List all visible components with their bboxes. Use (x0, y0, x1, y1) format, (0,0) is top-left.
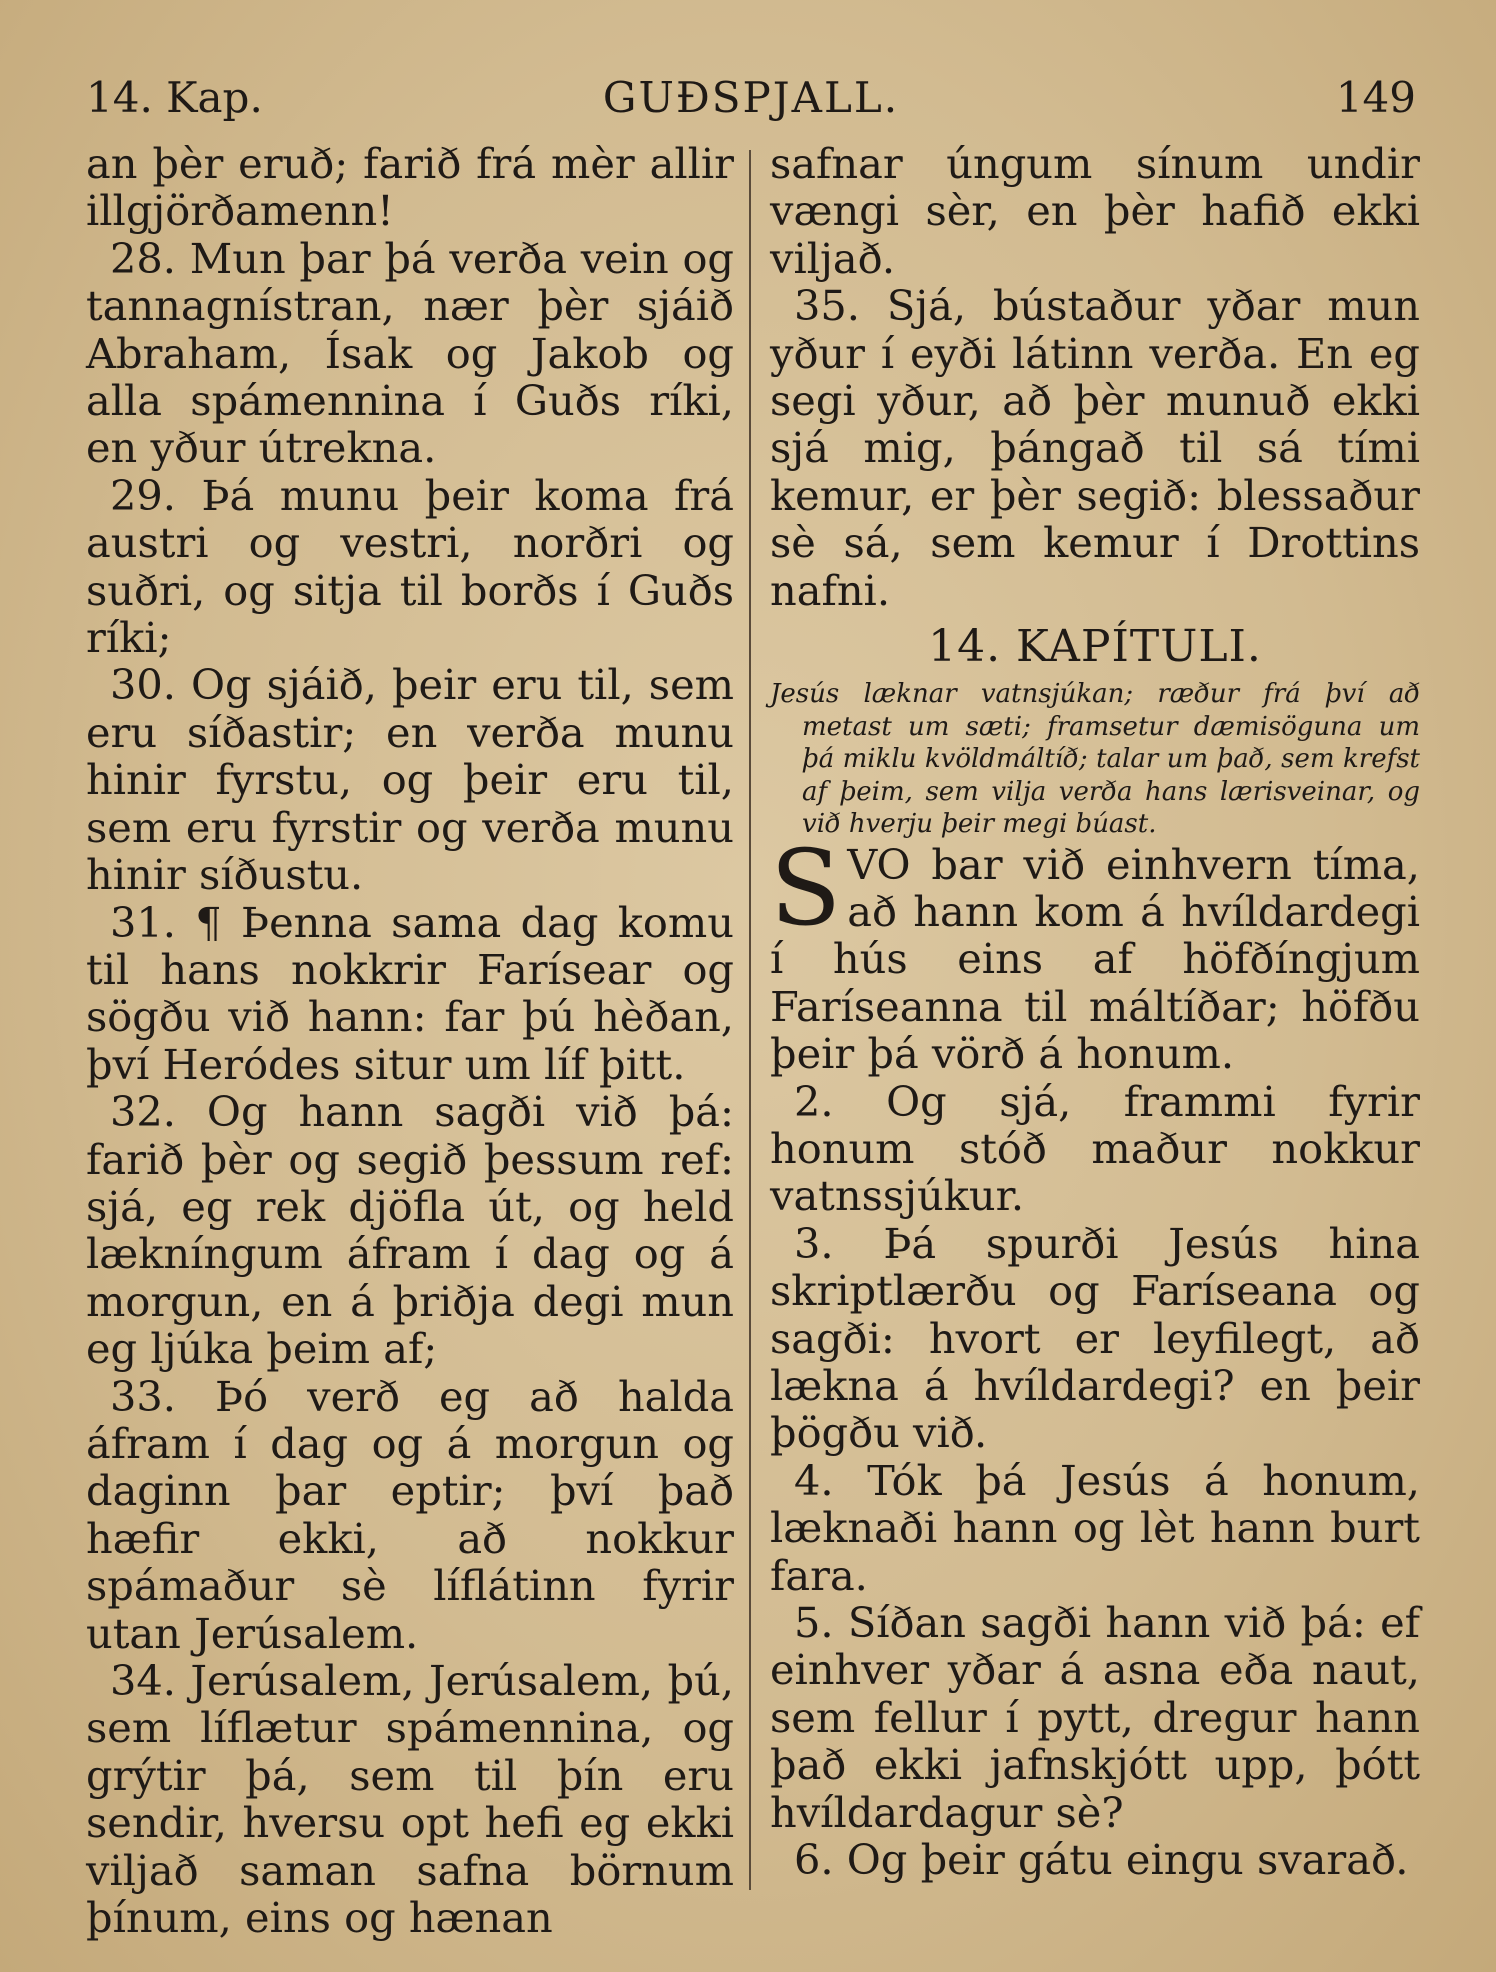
verse-1 (770, 826, 1420, 1079)
left-column (86, 140, 734, 1941)
chapter-summary: Jesús læknar vatnsjúkan; ræður frá því að metast um sæti; framsetur dæmisöguna um þá miklu kvöldmáltíð; talar um það, sem krefst af þeim, sem vilja verða hans lærisveinar, og við hverju þeir megi búast. (770, 679, 1420, 840)
verse-31: 31. ¶ Þenna sama dag komu til hans nokkrir Farísear og sögðu við hann: far þú hèðan, því Heródes situr um líf þitt. (86, 897, 734, 1089)
verse-28: 28. Mun þar þá verða vein og tannagnístran, nær þèr sjáið Abraham, Ísak og Jakob og alla spámennina í Guðs ríki, en yður útrekna. (86, 233, 734, 473)
running-head (86, 68, 1416, 128)
chapter-heading: 14. KAPÍTULI. (928, 621, 1262, 673)
page-number: 149 (1335, 73, 1416, 122)
verse-30: 30. Og sjáið, þeir eru til, sem eru síðastir; en verða munu hinir fyrstu, og þeir eru til, sem eru fyrstir og verða munu hinir síðustu. (86, 660, 734, 900)
verse-35: 35. Sjá, bústaður yðar mun yður í eyði látinn verða. En eg segi yður, að þèr munuð ekki sjá mig, þángað til sá tími kemur, er þèr segið: blessaður sè sá, sem kemur í Drottins nafni. (770, 281, 1420, 615)
verse-33: 33. Þó verð eg að halda áfram í dag og á morgun og daginn þar eptir; því það hæfir ekki, að nokkur spámaður sè líflátinn fyrir utan Jerúsalem. (86, 1371, 734, 1658)
verse-34: 34. Jerúsalem, Jerúsalem, þú, sem líflætur spámennina, og grýtir þá, sem til þín eru sendir, hversu opt hefi eg ekki viljað saman safna börnum þínum, eins og hænan (86, 1656, 734, 1943)
verse-29: 29. Þá munu þeir koma frá austri og vestri, norðri og suðri, og sitja til borðs í Guðs ríki; (86, 470, 734, 663)
verse-32: 32. Og hann sagði við þá: farið þèr og segið þessum ref: sjá, eg rek djöfla út, og held lækníngum áfram í dag og á morgun, en á þriðja degi mun eg ljúka þeim af; (86, 1087, 734, 1374)
right-column (770, 140, 1420, 1884)
continued-verse: safnar úngum sínum undir vængi sèr, en þèr hafið ekki viljað. (770, 139, 1420, 283)
verse-2: 2. Og sjá, frammi fyrir honum stóð maður nokkur vatnssjúkur. (770, 1076, 1420, 1221)
verse-4: 4. Tók þá Jesús á honum, læknaði hann og lèt hann burt fara. (770, 1455, 1420, 1600)
continued-verse: an þèr eruð; farið frá mèr allir illgjörðamenn! (86, 139, 734, 236)
verse-3: 3. Þá spurði Jesús hina skriptlærðu og Faríseana og sagði: hvort er leyfilegt, að lækna á hvíldardegi? en þeir þögðu við. (770, 1218, 1420, 1458)
verse-6: 6. Og þeir gátu eingu svarað. (794, 1835, 1409, 1885)
verse-1-text: VO bar við einhvern tíma, að hann kom á hvíldardegi í hús eins af höfðíngjum Faríseanna til máltíðar; höfðu þeir þá vörð á honum. (770, 839, 1420, 1079)
book-title: GUÐSPJALL. (602, 73, 900, 122)
chapter-label: 14. Kap. (86, 73, 263, 122)
verse-5: 5. Síðan sagði hann við þá: ef einhver yðar á asna eða naut, sem fellur í pytt, dregur hann það ekki jafnskjótt upp, þótt hvíldardagur sè? (770, 1598, 1420, 1837)
drop-cap: S (770, 826, 842, 949)
column-divider (749, 150, 751, 1890)
